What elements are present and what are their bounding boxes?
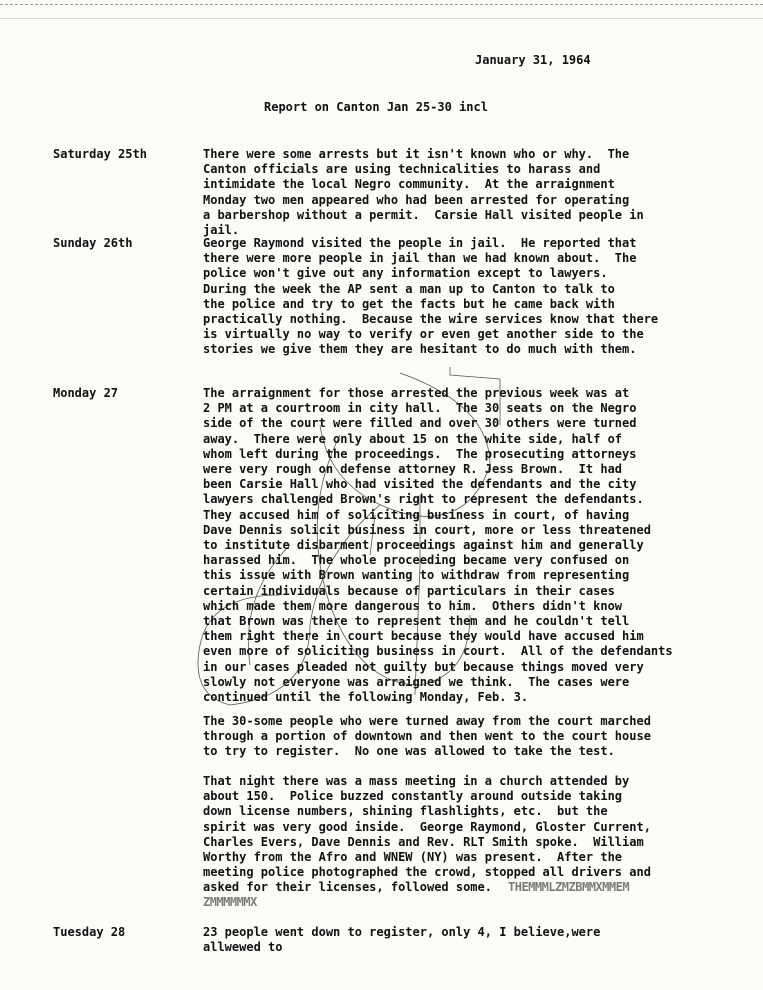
- struck-text-1: [508, 880, 698, 895]
- text-line: The 30-some people who were turned away from the court marched: [203, 714, 651, 728]
- text-line: down license numbers, shining flashlights, etc. but the: [203, 804, 608, 819]
- text-line: spirit was very good inside. George Raymond, Gloster Current,: [203, 819, 651, 834]
- text-line: been Carsie Hall who had visited the defendants and the city: [203, 477, 637, 492]
- entry-monday-paragraph-2: [203, 714, 703, 760]
- text-line: them right there in court because they would have accused him: [203, 629, 644, 644]
- entry-monday-paragraph-3: [203, 774, 703, 896]
- text-line: that Brown was there to represent them and he couldn't tell: [203, 614, 630, 629]
- text-line: police won't give out any information except to lawyers.: [203, 266, 608, 281]
- text-line: is virtually no way to verify or even get another side to the: [203, 327, 644, 342]
- text-line: the police and try to get the facts but he came back with: [203, 296, 615, 311]
- page-top-rule: [0, 18, 763, 19]
- text-line: intimidate the local Negro community. At the arraignment: [203, 177, 615, 192]
- text-line: Worthy from the Afro and WNEW (NY) was present. After the: [203, 850, 623, 865]
- text-line: jail.: [203, 223, 240, 238]
- report-date: January 31, 1964: [475, 53, 591, 67]
- text-line: this issue with Brown wanting to withdraw from representing: [203, 568, 630, 583]
- entry-tuesday-paragraph: [203, 925, 703, 955]
- text-line: a barbershop without a permit. Carsie Hall visited people in: [203, 207, 644, 222]
- text-line: side of the court were filled and over 30 others were turned: [203, 416, 637, 431]
- text-line: During the week the AP sent a man up to Canton to talk to: [203, 281, 615, 296]
- text-line: certain individuals because of particulars in their cases: [203, 583, 615, 598]
- text-line: Dave Dennis solicit business in court, more or less threatened: [203, 522, 651, 537]
- text-line: about 150. Police buzzed constantly around outside taking: [203, 789, 623, 804]
- report-title: Report on Canton Jan 25-30 incl: [264, 100, 488, 114]
- text-line: practically nothing. Because the wire services know that there: [203, 312, 659, 327]
- text-line: which made them more dangerous to him. Others didn't know: [203, 598, 623, 613]
- text-line: there were more people in jail than we had known about. The: [203, 251, 637, 266]
- text-line: to institute disbarment proceedings against him and generally: [203, 538, 644, 553]
- text-line: asked for their licenses, followed some.: [203, 880, 492, 895]
- text-line: meeting police photographed the crowd, stopped all drivers and: [203, 865, 651, 880]
- entry-monday-paragraph-1: [203, 386, 703, 705]
- text-line: whom left during the proceedings. The prosecuting attorneys: [203, 446, 637, 461]
- entry-sunday-paragraph: [203, 236, 703, 358]
- text-line: The arraignment for those arrested the previous week was at: [203, 386, 630, 400]
- text-line: 23 people went down to register, only 4, I believe,were: [203, 925, 601, 939]
- text-line: Canton officials are using technicalities to harass and: [203, 162, 601, 177]
- text-line: through a portion of downtown and then went to the court house: [203, 729, 651, 744]
- text-line: in our cases pleaded not guilty but because things moved very: [203, 659, 644, 674]
- day-label-monday: Monday 27: [53, 386, 119, 400]
- text-line: away. There were only about 15 on the white side, half of: [203, 431, 623, 446]
- text-line: Charles Evers, Dave Dennis and Rev. RLT Smith spoke. William: [203, 834, 644, 849]
- text-line: 2 PM at a courtroom in city hall. The 30 seats on the Negro: [203, 401, 637, 416]
- day-label-sunday: Sunday 26th: [53, 236, 133, 250]
- day-label-tuesday: Tuesday 28: [53, 925, 126, 939]
- struck-text-2: [203, 895, 703, 910]
- text-line: harassed him. The whole proceeding became very confused on: [203, 553, 630, 568]
- text-line: George Raymond visited the people in jail. He reported that: [203, 236, 637, 250]
- text-line: Monday two men appeared who had been arrested for operating: [203, 192, 630, 207]
- struck-text-line: ZMMMMMMX: [203, 895, 257, 909]
- text-line: That night there was a mass meeting in a church attended by: [203, 774, 630, 788]
- entry-saturday-paragraph: [203, 147, 703, 238]
- text-line: continued until the following Monday, Feb. 3.: [203, 690, 529, 705]
- text-line: to try to register. No one was allowed to take the test.: [203, 744, 615, 759]
- text-line: They accused him of soliciting business in court, of having: [203, 507, 630, 522]
- text-line: stories we give them they are hesitant to do much with them.: [203, 342, 637, 357]
- text-line: lawyers challenged Brown's right to represent the defendants.: [203, 492, 644, 507]
- text-line: There were some arrests but it isn't known who or why. The: [203, 147, 630, 161]
- struck-text-line: THEMMMLZMZBMMXMMEM: [508, 880, 630, 894]
- text-line: were very rough on defense attorney R. Jess Brown. It had: [203, 462, 623, 477]
- text-line: slowly not everyone was arraigned we think. The cases were: [203, 674, 630, 689]
- text-line: even more of soliciting business in court. All of the defendants: [203, 644, 673, 659]
- page-top-edge: [0, 4, 763, 5]
- day-label-saturday: Saturday 25th: [53, 147, 147, 161]
- text-line: allwewed to: [203, 940, 283, 955]
